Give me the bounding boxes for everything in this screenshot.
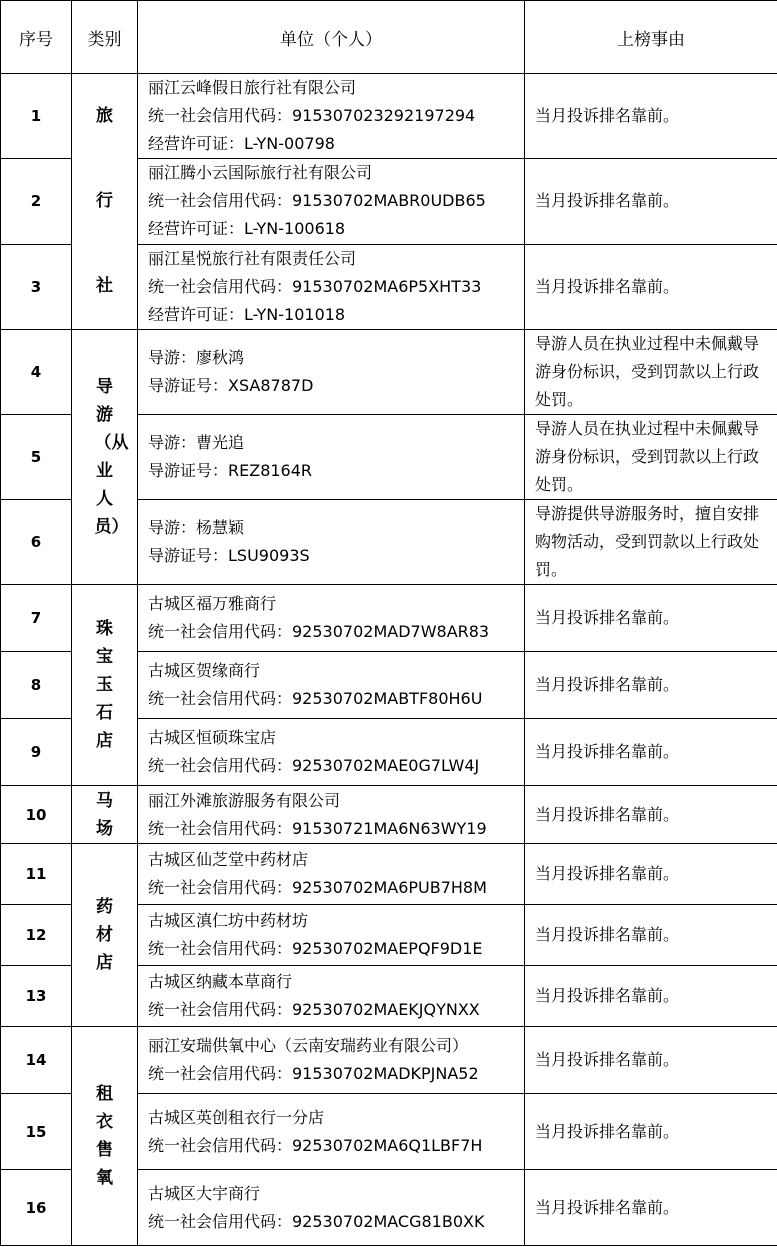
row-num: 5: [1, 415, 72, 500]
unit-credit-code: 统一社会信用代码：91530702MA6P5XHT33: [148, 276, 482, 296]
category-horse: [72, 786, 138, 844]
header-unit: 单位（个人）: [138, 1, 525, 74]
reason-cell: 当月投诉排名靠前。: [525, 966, 777, 1027]
category-travel: [72, 74, 138, 330]
row-num: 7: [1, 585, 72, 652]
row-num: 8: [1, 652, 72, 719]
row-num: 6: [1, 500, 72, 585]
unit-name: 丽江星悦旅行社有限责任公司: [148, 248, 357, 268]
unit-cell: [138, 159, 525, 244]
unit-credit-code: 统一社会信用代码：92530702MAE0G7LW4J: [148, 756, 480, 775]
unit-credit-code: 统一社会信用代码：92530702MABTF80H6U: [148, 689, 483, 708]
header-reason: 上榜事由: [525, 1, 777, 74]
category-jewelry: [72, 585, 138, 786]
unit-credit-code: 统一社会信用代码：92530702MA6PUB7H8M: [148, 878, 487, 897]
row-num: 12: [1, 905, 72, 966]
row-num: 4: [1, 330, 72, 415]
unit-name: 导游：杨慧颖: [148, 518, 245, 537]
table-row: [1, 786, 777, 844]
unit-cell: [138, 905, 525, 966]
unit-name: 丽江安瑞供氧中心（云南安瑞药业有限公司）: [148, 1036, 469, 1055]
unit-name: 古城区纳藏本草商行: [148, 972, 293, 991]
unit-cell: [138, 966, 525, 1027]
reason-cell: 当月投诉排名靠前。: [525, 719, 777, 786]
row-num: 15: [1, 1094, 72, 1170]
unit-cell: [138, 844, 525, 905]
unit-credit-code: 统一社会信用代码：91530702MABR0UDB65: [148, 191, 486, 211]
reason-cell: 当月投诉排名靠前。: [525, 74, 777, 159]
unit-name: 导游：廖秋鸿: [148, 348, 245, 367]
unit-cell: [138, 1170, 525, 1246]
header-category: 类别: [72, 1, 138, 74]
unit-cell: [138, 786, 525, 844]
reason-cell: 当月投诉排名靠前。: [525, 1094, 777, 1170]
unit-name: 古城区英创租衣行一分店: [148, 1107, 325, 1127]
unit-cell: [138, 500, 525, 585]
unit-name: 导游：曹光追: [148, 433, 245, 452]
reason-cell: 当月投诉排名靠前。: [525, 159, 777, 244]
table-row: [1, 1027, 777, 1094]
unit-cell: [138, 330, 525, 415]
reason-cell: 当月投诉排名靠前。: [525, 1027, 777, 1094]
unit-name: 丽江云峰假日旅行社有限公司: [148, 78, 357, 98]
category-label: 导游（从业人员）: [94, 377, 129, 537]
reason-cell: 当月投诉排名靠前。: [525, 585, 777, 652]
unit-cell: [138, 719, 525, 786]
reason-cell: 导游提供导游服务时，擅自安排购物活动，受到罚款以上行政处罚。: [525, 500, 777, 585]
unit-name: 丽江腾小云国际旅行社有限公司: [148, 163, 373, 183]
reason-cell: 当月投诉排名靠前。: [525, 786, 777, 844]
unit-name: 丽江外滩旅游服务有限公司: [148, 790, 341, 810]
unit-credit-code: 统一社会信用代码：92530702MAD7W8AR83: [148, 622, 490, 641]
row-num: 14: [1, 1027, 72, 1094]
unit-license: 经营许可证：L-YN-00798: [148, 134, 335, 154]
row-num: 16: [1, 1170, 72, 1246]
row-num: 9: [1, 719, 72, 786]
header-num: 序号: [1, 1, 72, 74]
unit-credit-code: 统一社会信用代码：915307023292197294: [148, 106, 476, 126]
unit-credit-code: 统一社会信用代码：92530702MAEPQF9D1E: [148, 939, 483, 958]
unit-name: 古城区仙芝堂中药材店: [148, 850, 309, 869]
table-row: [1, 330, 777, 415]
row-num: 3: [1, 244, 72, 329]
category-label: 旅行社: [96, 106, 113, 296]
unit-cell: [138, 415, 525, 500]
row-num: 2: [1, 159, 72, 244]
category-label: 马场: [96, 790, 113, 839]
unit-cell: [138, 74, 525, 159]
unit-name: 古城区福万雅商行: [148, 594, 277, 613]
row-num: 13: [1, 966, 72, 1027]
category-rental: [72, 1027, 138, 1246]
reason-cell: 当月投诉排名靠前。: [525, 652, 777, 719]
unit-license: 导游证号：XSA8787D: [148, 376, 314, 395]
unit-license: 导游证号：LSU9093S: [148, 546, 310, 565]
unit-cell: [138, 585, 525, 652]
reason-cell: 当月投诉排名靠前。: [525, 905, 777, 966]
header-row: [1, 1, 777, 74]
category-medicine: [72, 844, 138, 1027]
reason-cell: 当月投诉排名靠前。: [525, 244, 777, 329]
unit-credit-code: 统一社会信用代码：92530702MAEKJQYNXX: [148, 1000, 480, 1019]
reason-cell: 导游人员在执业过程中未佩戴导游身份标识，受到罚款以上行政处罚。: [525, 415, 777, 500]
unit-license: 导游证号：REZ8164R: [148, 461, 313, 480]
unit-license: 经营许可证：L-YN-101018: [148, 304, 346, 324]
unit-name: 古城区滇仁坊中药材坊: [148, 911, 309, 930]
unit-name: 古城区大宇商行: [148, 1183, 261, 1203]
row-num: 11: [1, 844, 72, 905]
unit-license: 经营许可证：L-YN-100618: [148, 219, 346, 239]
row-num: 10: [1, 786, 72, 844]
table-row: [1, 844, 777, 905]
unit-credit-code: 统一社会信用代码：91530721MA6N63WY19: [148, 818, 487, 838]
unit-credit-code: 统一社会信用代码：92530702MACG81B0XK: [148, 1211, 485, 1231]
table-row: [1, 74, 777, 159]
unit-name: 古城区恒硕珠宝店: [148, 728, 277, 747]
unit-name: 古城区贺缘商行: [148, 661, 261, 680]
unit-cell: [138, 244, 525, 329]
category-guide: [72, 330, 138, 585]
unit-cell: [138, 652, 525, 719]
unit-cell: [138, 1027, 525, 1094]
table-row: [1, 585, 777, 652]
unit-credit-code: 统一社会信用代码：91530702MADKPJNA52: [148, 1064, 479, 1083]
unit-cell: [138, 1094, 525, 1170]
reason-cell: 当月投诉排名靠前。: [525, 1170, 777, 1246]
unit-credit-code: 统一社会信用代码：92530702MA6Q1LBF7H: [148, 1135, 483, 1155]
category-label: 租衣售氧: [96, 1084, 113, 1188]
category-label: 药材店: [96, 897, 113, 973]
reason-cell: 当月投诉排名靠前。: [525, 844, 777, 905]
category-label: 珠宝玉石店: [96, 619, 113, 751]
row-num: 1: [1, 74, 72, 159]
reason-cell: 导游人员在执业过程中未佩戴导游身份标识，受到罚款以上行政处罚。: [525, 330, 777, 415]
